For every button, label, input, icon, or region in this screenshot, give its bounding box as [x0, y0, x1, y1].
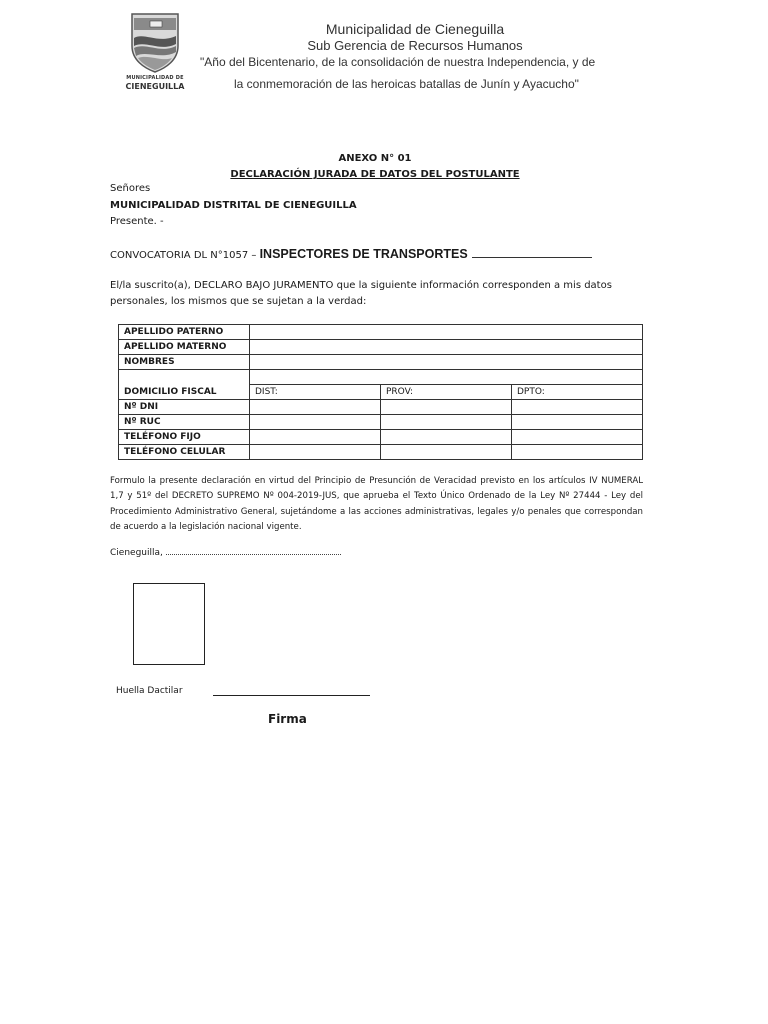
field-nombres-extra[interactable]	[250, 370, 643, 385]
field-telefono-fijo-1[interactable]	[250, 430, 381, 445]
field-prov[interactable]	[381, 385, 512, 400]
field-apellido-paterno[interactable]	[250, 325, 643, 340]
institution-name: Municipalidad de Cieneguilla	[325, 21, 505, 37]
field-dpto[interactable]	[512, 385, 643, 400]
field-telefono-celular-3[interactable]	[512, 445, 643, 460]
table-row	[119, 400, 643, 415]
table-row	[119, 340, 643, 355]
applicant-data-table	[118, 324, 643, 460]
field-ruc-1[interactable]	[250, 415, 381, 430]
motto-line-1: "Año del Bicentenario, de la consolidación de nuestra Independencia, y de	[200, 55, 596, 69]
recipient: MUNICIPALIDAD DISTRITAL DE CIENEGUILLA	[110, 200, 357, 211]
fingerprint-box[interactable]	[133, 583, 205, 665]
motto-line-2: la conmemoración de las heroicas batallas de Junín y Ayacucho"	[234, 77, 579, 91]
date-blank-line[interactable]	[166, 546, 341, 555]
field-telefono-fijo-2[interactable]	[381, 430, 512, 445]
field-dni-2[interactable]	[381, 400, 512, 415]
shield-emblem-icon	[128, 12, 182, 74]
intro-line-2: personales, los mismos que se sujetan a la verdad:	[110, 296, 367, 307]
label-telefono-fijo: TELÉFONO FIJO	[119, 430, 250, 445]
table-row	[119, 445, 643, 460]
table-row	[119, 325, 643, 340]
table-row	[119, 430, 643, 445]
label-telefono-celular: TELÉFONO CELULAR	[119, 445, 250, 460]
convocatoria-line	[110, 247, 592, 261]
signature-label: Firma	[268, 712, 307, 726]
table-row	[119, 370, 643, 385]
field-ruc-3[interactable]	[512, 415, 643, 430]
field-ruc-2[interactable]	[381, 415, 512, 430]
field-telefono-fijo-3[interactable]	[512, 430, 643, 445]
presente: Presente. -	[110, 216, 164, 227]
fingerprint-label: Huella Dactilar	[116, 686, 183, 696]
label-apellido-materno: APELLIDO MATERNO	[119, 340, 250, 355]
label-nombres: NOMBRES	[119, 355, 250, 370]
label-ruc: Nº RUC	[119, 415, 250, 430]
convocatoria-prefix: CONVOCATORIA DL N°1057 –	[110, 250, 260, 261]
field-nombres[interactable]	[250, 355, 643, 370]
dist-label: DIST:	[255, 387, 278, 397]
dpto-label: DPTO:	[517, 387, 545, 397]
label-apellido-paterno: APELLIDO PATERNO	[119, 325, 250, 340]
place-date-line	[110, 546, 341, 558]
field-apellido-materno[interactable]	[250, 340, 643, 355]
label-dni: Nº DNI	[119, 400, 250, 415]
prov-label: PROV:	[386, 387, 414, 397]
field-dist[interactable]	[250, 385, 381, 400]
label-spacer	[119, 370, 250, 385]
label-domicilio: DOMICILIO FISCAL	[119, 385, 250, 400]
table-row	[119, 355, 643, 370]
logo-caption-name: CIENEGUILLA	[125, 82, 185, 91]
field-telefono-celular-2[interactable]	[381, 445, 512, 460]
field-dni-3[interactable]	[512, 400, 643, 415]
place-label: Cieneguilla,	[110, 548, 163, 558]
field-telefono-celular-1[interactable]	[250, 445, 381, 460]
convocatoria-title: INSPECTORES DE TRANSPORTES	[259, 247, 468, 261]
table-row	[119, 385, 643, 400]
declaration-title: DECLARACIÓN JURADA DE DATOS DEL POSTULANTE	[230, 169, 520, 180]
salutation: Señores	[110, 183, 151, 194]
intro-line-1: El/la suscrito(a), DECLARO BAJO JURAMENTO que la siguiente información corresponden a mis datos	[110, 280, 612, 291]
table-row	[119, 415, 643, 430]
signature-line[interactable]	[213, 695, 370, 696]
annex-number: ANEXO N° 01	[338, 153, 412, 164]
municipality-logo	[122, 12, 188, 92]
department-name: Sub Gerencia de Recursos Humanos	[307, 38, 523, 53]
field-dni-1[interactable]	[250, 400, 381, 415]
logo-caption-top: MUNICIPALIDAD DE	[126, 75, 184, 81]
legal-declaration-paragraph: Formulo la presente declaración en virtud del Principio de Presunción de Veracidad previsto en los artículos IV NUMERAL 1,7 y 51º del DECRETO SUPREMO Nº 004-2019-JUS, que aprueba el Texto Único Ordenado de la Ley Nº 27444 - Ley del Procedimiento Administrativo General, sujetándome a las acciones administrativas, legales y/o penales que correspondan de acuerdo a la legislación nacional vigente.	[110, 476, 643, 532]
convocatoria-blank-line[interactable]	[472, 247, 592, 258]
